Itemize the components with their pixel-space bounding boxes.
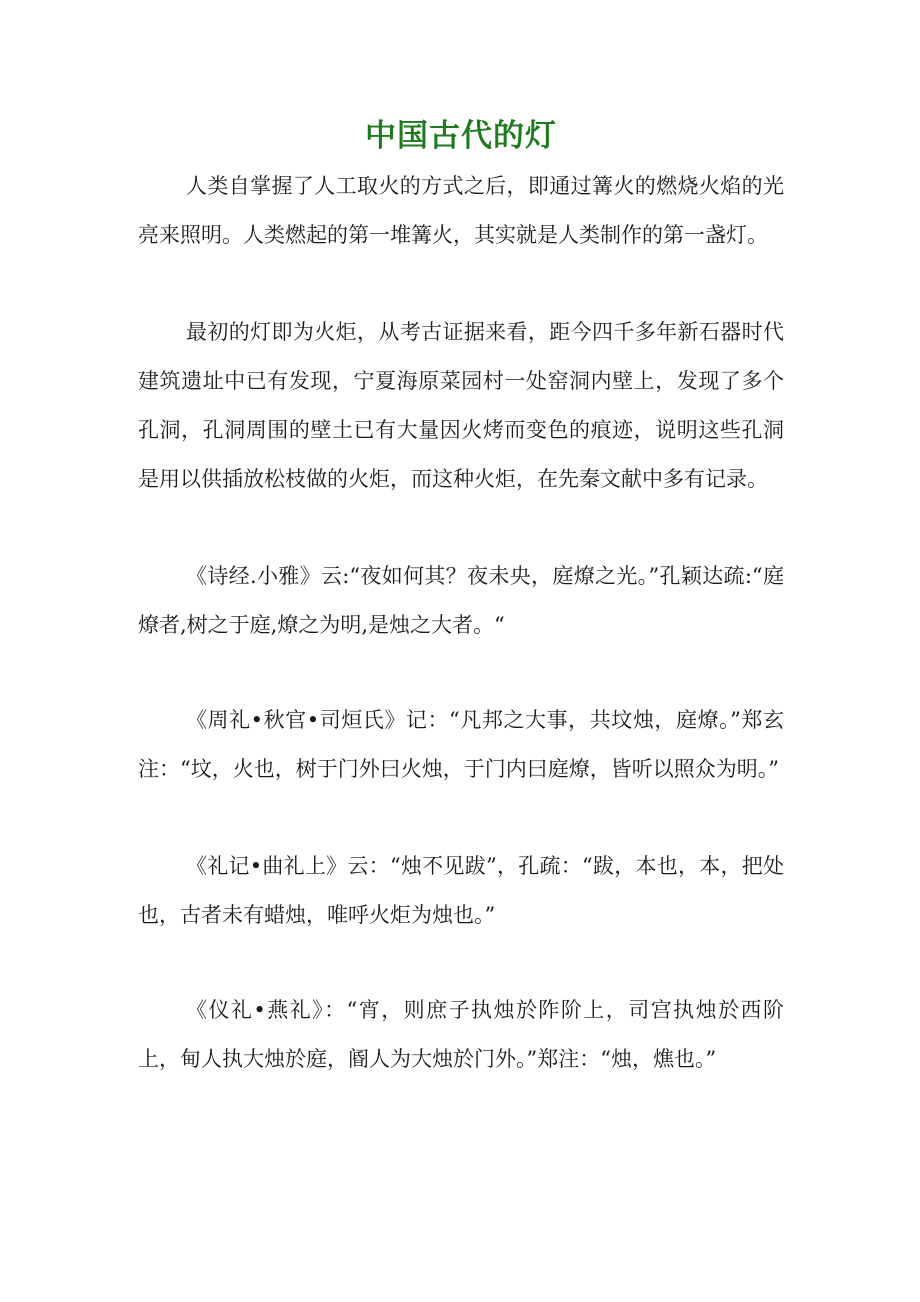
paragraph-shijing-quote: 《诗经.小雅》云:“夜如何其？夜未央，庭燎之光。”孔颖达疏:“庭燎者,树之于庭,燎之为明,是烛之大者。“: [138, 564, 784, 637]
paragraph-liji-quote: 《礼记•曲礼上》云：“烛不见跋”，孔疏：“跋，本也，本，把处也，古者未有蜡烛，唯呼火炬为烛也。”: [138, 854, 784, 927]
paragraph-torch-origin: 最初的灯即为火炬，从考古证据来看，距今四千多年新石器时代建筑遗址中已有发现，宁夏海原菜园村一处窑洞内壁上，发现了多个孔洞，孔洞周围的壁土已有大量因火烤而变色的痕迹，说明这些孔洞是用以供插放松枝做的火炬，而这种火炬，在先秦文献中多有记录。: [138, 320, 784, 491]
paragraph-zhouli-quote: 《周礼•秋官•司烜氏》记：“凡邦之大事，共坟烛，庭燎。”郑玄注：“坟，火也，树于门外曰火烛，于门内曰庭燎，皆听以照众为明。”: [138, 708, 784, 781]
paragraph-intro: 人类自掌握了人工取火的方式之后，即通过篝火的燃烧火焰的光亮来照明。人类燃起的第一堆篝火，其实就是人类制作的第一盏灯。: [138, 174, 784, 247]
document-page: [138, 110, 784, 1084]
paragraph-yili-quote: 《仪礼•燕礼》：“宵，则庶子执烛於阼阶上，司宫执烛於西阶上，甸人执大烛於庭，阍人为大烛於门外。”郑注：“烛，燋也。”: [138, 998, 784, 1071]
document-title: 中国古代的灯: [365, 118, 557, 154]
